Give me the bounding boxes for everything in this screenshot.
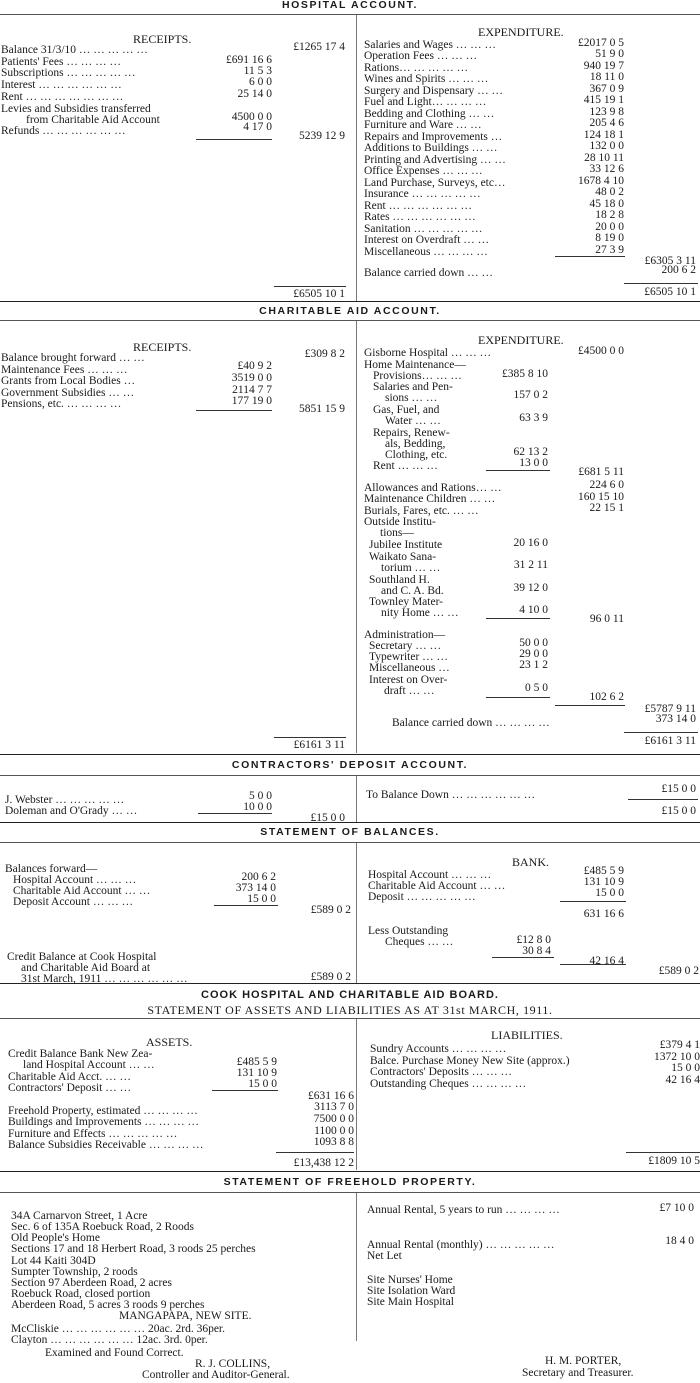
divider: [0, 1018, 700, 1019]
deposit-left-total: £15 0 0: [310, 812, 345, 824]
charitable-expenditure-subtotal: £5787 9 11: [644, 703, 696, 715]
column-divider: [356, 776, 357, 822]
divider: [0, 14, 700, 15]
divider: [0, 1192, 700, 1193]
expense-amount: 20 0 0: [595, 221, 624, 233]
property-line: Sumpter Township, 2 roods: [11, 1266, 138, 1278]
asset-label: Furniture and Effects … … … … …: [8, 1128, 178, 1140]
deposit-label: J. Webster … … … … …: [5, 794, 125, 806]
expense-label: Wines and Spirits … … …: [364, 73, 489, 85]
expense-label: Interest on Overdraft … …: [364, 234, 490, 246]
hospital-expenditure-subtotal: £6305 3 11: [644, 255, 696, 267]
deposit-label: Doleman and O'Grady … …: [5, 805, 138, 817]
liability-label: Contractors' Deposits … … …: [370, 1066, 512, 1078]
receipt-col3: 5851 15 9: [299, 403, 345, 415]
sum-rule: [486, 618, 550, 619]
balance-label: Charitable Aid Account … …: [13, 885, 151, 897]
assets-heading: ASSETS.: [146, 1035, 193, 1049]
rental-label: Annual Rental, 5 years to run … … … …: [367, 1204, 560, 1216]
deposit-right-total: £15 0 0: [661, 805, 696, 817]
home-item-amount: 157 0 2: [513, 389, 548, 401]
asset-amount: 3113 7 0: [314, 1101, 354, 1113]
receipt-col2: 11 5 3: [243, 65, 272, 77]
hospital-carried-label: Balance carried down … …: [364, 267, 494, 279]
charitable-expenditure-heading: EXPENDITURE.: [478, 333, 564, 347]
hospital-expenditure-heading: EXPENDITURE.: [478, 25, 564, 39]
home-item-amount: 62 13 2: [513, 446, 548, 458]
sum-rule: [560, 901, 626, 902]
expense-amount: 18 2 8: [595, 209, 624, 221]
divider: [0, 775, 700, 776]
asset-bank-total: £631 16 6: [308, 1090, 354, 1102]
asset-bank-amount: £485 5 9: [236, 1056, 277, 1068]
outside-item-amount: 31 2 11: [513, 559, 548, 571]
expense-amount: 45 18 0: [589, 198, 624, 210]
property-line: Aberdeen Road, 5 acres 3 roods 9 perches: [11, 1299, 205, 1311]
home-item-label: sions … …: [385, 392, 438, 404]
expense-amount: 28 10 11: [584, 152, 624, 164]
hospital-receipts-heading: RECEIPTS.: [133, 32, 192, 46]
asset-amount: 1100 0 0: [314, 1125, 354, 1137]
credit-balance-label: Credit Balance at Cook Hospital: [7, 951, 157, 963]
expense-amount: 1678 4 10: [578, 175, 624, 187]
receipt-col2: 25 14 0: [237, 88, 272, 100]
expense-amount: 415 19 1: [583, 94, 624, 106]
expense-label: Sanitation … … … … …: [364, 223, 483, 235]
balances-left-sum: £589 0 2: [310, 904, 351, 916]
charitable-expenditure-total: £6161 3 11: [644, 735, 696, 747]
property-line: 34A Carnarvon Street, 1 Acre: [11, 1210, 148, 1222]
receipt-label: Rent … … … … … … …: [1, 91, 124, 103]
expense-label: Salaries and Wages … … …: [364, 39, 497, 51]
expense-label: Surgery and Dispensary … …: [364, 85, 504, 97]
deposit-right-amount: £15 0 0: [661, 783, 696, 795]
receipt-col2: 3519 0 0: [231, 372, 272, 384]
receipt-label: Government Subsidies … …: [1, 387, 135, 399]
admin-item-label: Interest on Over-: [369, 674, 448, 686]
receipt-label: from Charitable Aid Account: [26, 114, 160, 126]
liability-label: Balce. Purchase Money New Site (approx.): [370, 1055, 570, 1067]
bank-label: Deposit … … … … …: [368, 891, 476, 903]
sum-rule: [560, 964, 626, 965]
sum-rule: [555, 256, 625, 257]
divider: [0, 1171, 700, 1172]
column-divider: [356, 1193, 357, 1341]
receipt-label: Patients' Fees … … … …: [1, 56, 121, 68]
column-divider: [356, 843, 357, 983]
expense-label: Land Purchase, Surveys, etc…: [364, 177, 506, 189]
admin-item-amount: 0 5 0: [525, 682, 548, 694]
charitable-receipts-heading: RECEIPTS.: [133, 340, 192, 354]
outside-item-label: Jubilee Institute: [369, 539, 443, 551]
balances-forward-label: Balances forward—: [5, 863, 98, 875]
total-rule: [624, 283, 698, 284]
outside-item-label: Waikato Sana-: [369, 551, 437, 563]
receipt-label: Interest … … … … … …: [1, 79, 122, 91]
expense-label: Repairs and Improvements …: [364, 131, 503, 143]
hospital-account-title: HOSPITAL ACCOUNT.: [281, 0, 419, 11]
sum-rule: [492, 957, 554, 958]
divider: [0, 320, 700, 321]
receipt-col3: £1265 17 4: [293, 41, 345, 53]
deposit-amount: 10 0 0: [243, 801, 272, 813]
liability-amount: 1372 10 0: [654, 1051, 700, 1063]
asset-bank-amount: 15 0 0: [248, 1078, 277, 1090]
column-divider: [356, 15, 357, 301]
balances-title: STATEMENT OF BALANCES.: [260, 826, 440, 838]
expense-amount: 33 12 6: [589, 163, 624, 175]
expense-label: Rates … … … … … …: [364, 211, 476, 223]
expense-amount: 8 19 0: [595, 232, 624, 244]
expense-label: Fuel and Light… … … …: [364, 96, 487, 108]
hospital-carried-amount: 200 6 2: [661, 264, 696, 276]
column-divider: [356, 1019, 357, 1170]
sum-rule: [486, 697, 550, 698]
outside-label: Outside Institu-: [364, 516, 436, 528]
expense-amount: 940 19 7: [583, 60, 624, 72]
mangapapa-heading: MANGAPAPA, NEW SITE.: [119, 1310, 252, 1322]
home-item-label: Clothing, etc.: [385, 449, 448, 461]
admin-item-label: Secretary … …: [369, 640, 442, 652]
balances-right-total: £589 0 2: [658, 965, 699, 977]
expense-amount: 224 6 0: [589, 479, 624, 491]
freehold-title: STATEMENT OF FREEHOLD PROPERTY.: [223, 1176, 477, 1188]
home-total: £681 5 11: [578, 466, 624, 478]
credit-balance-label: 31st March, 1911 … … … … … …: [21, 973, 188, 985]
rental-label: Annual Rental (monthly) … … … … …: [367, 1239, 555, 1251]
expense-amount: 51 9 0: [595, 48, 624, 60]
asset-label: Buildings and Improvements … … … …: [8, 1116, 200, 1128]
receipt-label: Subscriptions … … … … …: [1, 67, 136, 79]
total-rule: [626, 1152, 700, 1153]
expense-label: Miscellaneous … … … …: [364, 246, 488, 258]
sum-rule: [212, 1090, 278, 1091]
balance-label: Deposit Account … … …: [13, 896, 134, 908]
expense-amount: 124 18 1: [583, 129, 624, 141]
asset-label: Contractors' Deposit … …: [8, 1082, 132, 1094]
receipt-col2: £40 9 2: [237, 360, 272, 372]
hospital-expenditure-total: £6505 10 1: [644, 286, 696, 298]
bank-heading: BANK.: [512, 855, 550, 869]
liability-label: Sundry Accounts … … … …: [370, 1043, 507, 1055]
asset-amount: 1093 8 8: [313, 1136, 354, 1148]
property-line: Roebuck Road, closed portion: [11, 1288, 151, 1300]
divider: [0, 822, 700, 823]
credit-balance-label: and Charitable Aid Board at: [21, 962, 151, 974]
admin-item-amount: 29 0 0: [519, 648, 548, 660]
balance-amount: 200 6 2: [241, 871, 276, 883]
outside-item-label: Southland H.: [369, 574, 430, 586]
charitable-account-title: CHARITABLE AID ACCOUNT.: [259, 305, 441, 317]
property-line: Net Let: [367, 1250, 402, 1262]
total-rule: [276, 1152, 354, 1153]
property-line: McCliskie … … … … … … 20ac. 2rd. 36per.: [11, 1323, 226, 1335]
asset-label: Freehold Property, estimated … … … …: [8, 1105, 198, 1117]
property-line: Section 97 Aberdeen Road, 2 acres: [11, 1277, 172, 1289]
expense-label: Gisborne Hospital … … …: [364, 347, 492, 359]
liabilities-heading: LIABILITIES.: [491, 1028, 563, 1042]
home-item-label: Repairs, Renew-: [373, 427, 450, 439]
expense-amount: £4500 0 0: [578, 345, 624, 357]
divider: [0, 754, 700, 755]
rental-amount: £7 10 0: [659, 1202, 694, 1214]
receipt-col2: 2114 7 7: [232, 384, 272, 396]
total-rule: [274, 286, 346, 287]
property-line: Site Nurses' Home: [367, 1274, 453, 1286]
asset-label: Charitable Aid Acct. … …: [8, 1071, 131, 1083]
expense-label: Burials, Fares, etc. … …: [364, 505, 479, 517]
expense-amount: 367 0 9: [589, 83, 624, 95]
outside-item-label: nity Home … …: [381, 607, 459, 619]
secretary-title: Secretary and Treasurer.: [522, 1367, 634, 1379]
total-rule: [274, 737, 346, 738]
home-item-label: Provisions… … …: [373, 370, 462, 382]
total-rule: [624, 732, 698, 733]
asset-label: land Hospital Account … …: [23, 1059, 155, 1071]
credit-balance-amount: £589 0 2: [310, 971, 351, 983]
charitable-carried-label: Balance carried down … … … …: [392, 717, 550, 729]
administration-label: Administration—: [364, 629, 446, 641]
bank-amount: 15 0 0: [595, 887, 624, 899]
expense-label: Operation Fees … … …: [364, 50, 478, 62]
liability-amount: 42 16 4: [665, 1074, 700, 1086]
expense-label: Office Expenses … … …: [364, 165, 483, 177]
receipt-label: Grants from Local Bodies …: [1, 375, 136, 387]
property-line: Site Main Hospital: [367, 1296, 454, 1308]
property-line: Sections 17 and 18 Herbert Road, 3 roods 25 perches: [11, 1243, 256, 1255]
less-outstanding-label: Cheques … …: [385, 936, 454, 948]
home-item-amount: 13 0 0: [519, 457, 548, 469]
sum-rule: [198, 813, 272, 814]
expense-amount: 160 15 10: [578, 491, 624, 503]
property-line: Lot 44 Kaiti 304D: [11, 1255, 96, 1267]
outside-item-amount: 20 16 0: [513, 537, 548, 549]
home-item-amount: 63 3 9: [519, 412, 548, 424]
expense-amount: 22 15 1: [589, 502, 624, 514]
outside-label: tions—: [380, 527, 414, 539]
divider: [0, 301, 700, 302]
examined-text: Examined and Found Correct.: [45, 1347, 184, 1359]
receipt-label: Balance brought forward … …: [1, 352, 145, 364]
expense-label: Allowances and Rations… …: [364, 482, 502, 494]
less-outstanding-label: Less Outstanding: [368, 925, 449, 937]
outside-item-label: Townley Mater-: [369, 596, 444, 608]
receipt-label: Balance 31/3/10 … … … … …: [1, 44, 148, 56]
receipt-col2: 177 19 0: [231, 395, 272, 407]
auditor-name: R. J. COLLINS,: [195, 1358, 271, 1370]
expense-label: Printing and Advertising … …: [364, 154, 506, 166]
column-divider: [356, 321, 357, 753]
expense-label: Maintenance Children … …: [364, 493, 496, 505]
deposit-amount: 5 0 0: [249, 790, 272, 802]
deposit-right-label: To Balance Down … … … … … …: [366, 789, 536, 801]
expense-amount: 205 4 6: [589, 117, 624, 129]
receipt-col2: £691 16 6: [226, 54, 272, 66]
outside-item-amount: 4 10 0: [519, 604, 548, 616]
receipt-label: Pensions, etc. … … … …: [1, 398, 122, 410]
admin-item-label: draft … …: [384, 685, 435, 697]
home-item-label: Salaries and Pen-: [373, 381, 453, 393]
admin-item-label: Typewriter … …: [369, 651, 449, 663]
charitable-receipts-total: £6161 3 11: [293, 739, 345, 751]
hospital-receipts-total: £6505 10 1: [293, 288, 345, 300]
divider: [0, 842, 700, 843]
sum-rule: [196, 139, 272, 140]
balance-amount: 373 14 0: [235, 882, 276, 894]
deposit-account-title: CONTRACTORS' DEPOSIT ACCOUNT.: [231, 759, 469, 771]
receipt-label: Refunds … … … … … …: [1, 125, 126, 137]
cheque-amount: 30 8 4: [522, 945, 551, 957]
receipt-label: Maintenance Fees … … …: [1, 364, 128, 376]
property-line: Sec. 6 of 135A Roebuck Road, 2 Roods: [11, 1221, 195, 1233]
expense-amount: 27 3 9: [595, 244, 624, 256]
asset-label: Balance Subsidies Receivable … … … …: [8, 1139, 204, 1151]
receipt-col3: £309 8 2: [304, 348, 345, 360]
bank-amount: £485 5 9: [583, 865, 624, 877]
admin-item-amount: 23 1 2: [519, 659, 548, 671]
liabilities-total: £1809 10 5: [648, 1155, 700, 1167]
property-line: Old People's Home: [11, 1232, 100, 1244]
expense-label: Additions to Buildings … …: [364, 142, 498, 154]
rental-amount: 18 4 0: [665, 1235, 694, 1247]
property-line: Clayton … … … … … … 12ac. 3rd. 0per.: [11, 1334, 208, 1346]
expense-amount: 123 9 8: [589, 106, 624, 118]
charitable-carried-amount: 373 14 0: [655, 713, 696, 725]
receipt-col2: 4500 0 0: [231, 111, 272, 123]
divider: [0, 983, 700, 984]
auditor-title: Controller and Auditor-General.: [142, 1369, 290, 1381]
asset-label: Credit Balance Bank New Zea-: [8, 1048, 153, 1060]
cheques-total: 42 16 4: [589, 955, 624, 967]
admin-item-label: Miscellaneous …: [369, 662, 450, 674]
home-maintenance-label: Home Maintenance—: [364, 359, 466, 371]
cheque-amount: £12 8 0: [516, 934, 551, 946]
expense-amount: £2017 0 5: [578, 37, 624, 49]
home-item-amount: £385 8 10: [502, 368, 548, 380]
liability-amount: 15 0 0: [671, 1062, 700, 1074]
expense-label: Insurance … … … … …: [364, 188, 481, 200]
expense-label: Furniture and Ware … …: [364, 119, 482, 131]
board-title: COOK HOSPITAL AND CHARITABLE AID BOARD.: [201, 989, 499, 1001]
asset-amount: 7500 0 0: [313, 1113, 354, 1125]
admin-item-amount: 50 0 0: [519, 637, 548, 649]
home-item-label: Gas, Fuel, and: [373, 404, 440, 416]
expense-amount: 18 11 0: [589, 71, 624, 83]
expense-amount: 132 0 0: [589, 140, 624, 152]
property-line: Site Isolation Ward: [367, 1285, 456, 1297]
outside-total: 96 0 11: [589, 613, 624, 625]
home-item-label: als, Bedding,: [385, 438, 446, 450]
total-rule: [628, 799, 698, 800]
balance-amount: 15 0 0: [247, 893, 276, 905]
outside-item-label: torium … …: [381, 562, 441, 574]
secretary-name: H. M. PORTER,: [545, 1355, 622, 1367]
liability-label: Outstanding Cheques … … … …: [370, 1078, 527, 1090]
receipt-label: Levies and Subsidies transferred: [1, 103, 151, 115]
home-item-label: Water … …: [385, 415, 441, 427]
sum-rule: [196, 410, 272, 411]
balance-label: Hospital Account … … …: [13, 874, 137, 886]
receipt-col2: 4 17 0: [243, 121, 272, 133]
admin-total: 102 6 2: [589, 691, 624, 703]
bank-amount: 131 10 9: [583, 876, 624, 888]
bank-sum: 631 16 6: [583, 908, 624, 920]
sum-rule: [214, 905, 278, 906]
expense-label: Bedding and Clothing … …: [364, 108, 495, 120]
bank-label: Charitable Aid Account … …: [368, 880, 506, 892]
board-subtitle: STATEMENT OF ASSETS AND LIABILITIES AS AT 31st MARCH, 1911.: [147, 1003, 553, 1017]
outside-item-amount: 39 12 0: [513, 582, 548, 594]
home-item-label: Rent … … …: [373, 460, 438, 472]
receipt-col2: 6 0 0: [249, 76, 272, 88]
sum-rule: [486, 470, 550, 471]
assets-total: £13,438 12 2: [293, 1157, 354, 1169]
expense-label: Rent … … … … … …: [364, 200, 472, 212]
expense-amount: 48 0 2: [595, 186, 624, 198]
outside-item-label: and C. A. Bd.: [381, 585, 444, 597]
receipt-col3: 5239 12 9: [299, 130, 345, 142]
bank-label: Hospital Account … … …: [368, 869, 492, 881]
expense-label: Rations… … … … …: [364, 62, 469, 74]
asset-bank-amount: 131 10 9: [236, 1067, 277, 1079]
sum-rule: [555, 705, 625, 706]
liability-amount: £379 4 1: [659, 1039, 700, 1051]
